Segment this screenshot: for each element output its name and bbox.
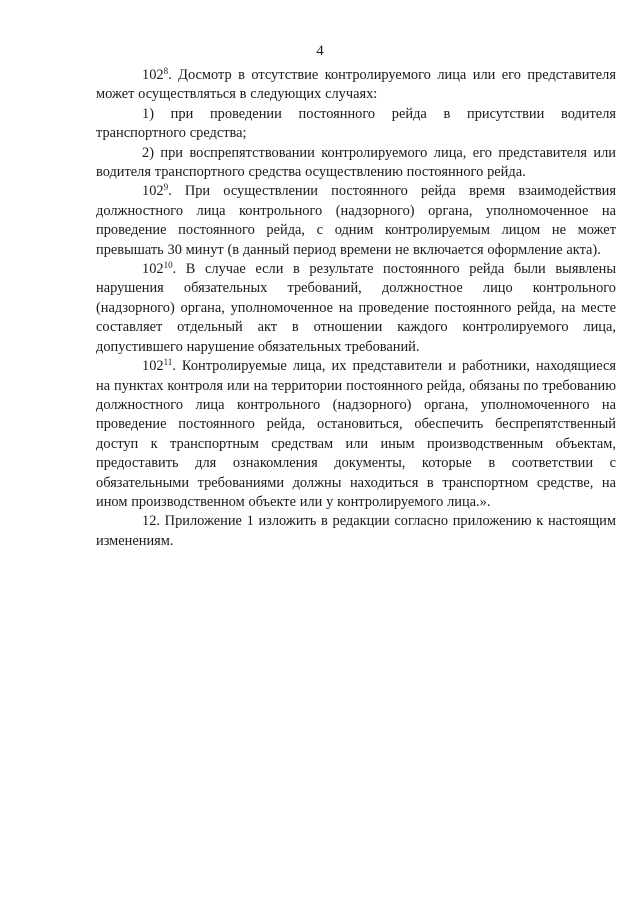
paragraph-item-1 [96,105,616,144]
paragraph-item-12 [96,512,616,551]
paragraph-number: 102 [142,358,164,375]
paragraph-number-superscript: 11 [163,357,173,368]
paragraph-102-9 [96,182,616,260]
paragraph-number-superscript: 10 [163,260,173,271]
paragraph-text: . Контролируемые лица, их представители и работники, находящиеся на пунктах контроля или на территории постоянного рейда, обязаны по требованию должностного лица контрольного (надзорного) органа, уполномоченного на проведение постоянного рейда, остановиться, обеспечить беспрепятственный доступ к транспортным средствам или иным производственным объектам, предоставить для ознакомления документы, которые в соответствии с обязательными требованиями должны находиться в транспортном средстве, на ином производственном объекте или у контролируемого лица.». [96,358,616,510]
paragraph-text: . При осуществлении постоянного рейда время взаимодействия должностного лица контрольного (надзорного) органа, уполномоченное на проведение постоянного рейда, с одним контролируемым лицом не может превышать 30 минут (в данный период времени не включается оформление акта). [96,183,616,258]
paragraph-102-11 [96,357,616,512]
document-body [96,66,616,551]
paragraph-number-superscript: 9 [163,182,169,193]
paragraph-text: 1) при проведении постоянного рейда в присутствии водителя транспортного средства; [96,105,616,142]
paragraph-text: 12. Приложение 1 изложить в редакции согласно приложению к настоящим изменениям. [96,513,616,549]
paragraph-item-2 [96,144,616,183]
paragraph-number: 102 [142,261,164,278]
paragraph-number: 102 [142,183,164,200]
paragraph-102-10 [96,260,616,357]
page-number: 4 [316,43,324,59]
paragraph-number-superscript: 8 [163,66,169,76]
paragraph-text: . Досмотр в отсутствие контролируемого лица или его представителя может осуществляться в следующих случаях: [96,67,616,103]
paragraph-text: . В случае если в результате постоянного рейда были выявлены нарушения обязательных требований, должностное лицо контрольного (надзорного) органа, уполномоченное на проведение постоянного рейда, на месте составляет отдельный акт в отношении каждого контролируемого лица, допустившего нарушение обязательных требований. [96,261,616,355]
paragraph-text: 2) при воспрепятствовании контролируемого лица, его представителя или водителя транспортного средства осуществлению постоянного рейда. [96,144,616,181]
paragraph-number: 102 [142,67,164,83]
paragraph-102-8 [96,66,616,105]
